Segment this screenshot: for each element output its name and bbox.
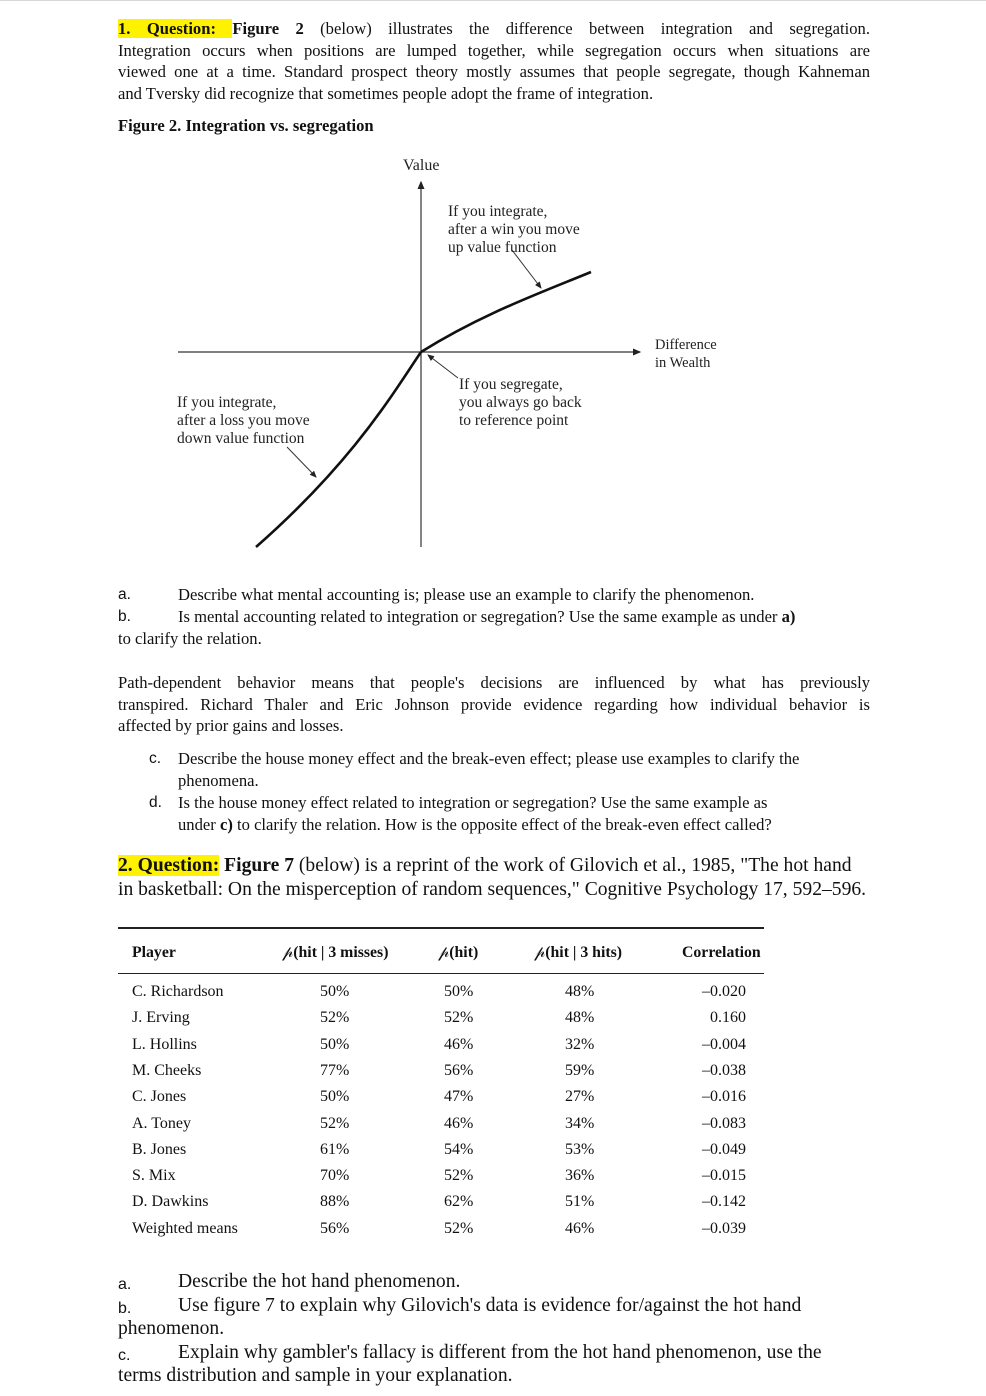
q2-item-a-text: Describe the hot hand phenomenon.: [178, 1271, 461, 1292]
table-cell-player: D. Dawkins: [132, 1193, 209, 1211]
y-axis-label: Value: [403, 157, 440, 174]
table-cell-value: 0.160: [710, 1009, 746, 1027]
table-cell-player: S. Mix: [132, 1167, 176, 1185]
table-header-hit: 𝓅(hit): [438, 944, 479, 961]
table-cell-value: 62%: [444, 1193, 474, 1211]
table-header-correlation: Correlation: [682, 944, 761, 961]
table-header-rule: [118, 973, 764, 974]
table-cell-player: B. Jones: [132, 1140, 187, 1158]
value-curve-gains: [421, 272, 591, 352]
q2-item-a-marker: a.: [118, 1276, 132, 1293]
q2-number-label: 2. Question:: [118, 855, 220, 876]
table-cell-value: –0.004: [702, 1035, 746, 1053]
table-cell-value: 50%: [320, 983, 350, 1000]
table-cell-player: L. Hollins: [132, 1035, 197, 1053]
annotation-integrate-win: If you integrate, after a win you move up value function: [448, 203, 580, 256]
path-line-2: transpired. Richard Thaler and Eric Johnson provide evidence regarding how individual behavior is: [118, 694, 870, 714]
table-cell-value: –0.049: [702, 1140, 746, 1158]
table-cell-value: –0.039: [702, 1219, 746, 1237]
q1-item-b-text: Is mental accounting related to integration or segregation? Use the same example as under a): [178, 607, 796, 626]
q1-intro-line4: and Tversky did recognize that sometimes people adopt the frame of integration.: [118, 83, 654, 103]
table-cell-player: C. Jones: [132, 1088, 187, 1106]
table-cell-value: 32%: [565, 1035, 595, 1053]
table-cell-value: 50%: [320, 1088, 350, 1106]
table-cell-value: 52%: [320, 1009, 350, 1027]
q2-intro: [118, 854, 870, 902]
table-cell-value: 61%: [320, 1140, 350, 1158]
q2-intro-line2: in basketball: On the misperception of random sequences," Cognitive Psychology 17, 592–596.: [118, 879, 867, 900]
table-cell-value: 48%: [565, 1009, 595, 1027]
table-cell-value: 59%: [565, 1061, 595, 1079]
table-cell-value: 46%: [444, 1114, 474, 1132]
table-cell-player: M. Cheeks: [132, 1061, 202, 1079]
table-cell-value: –0.142: [702, 1193, 746, 1211]
q1-item-a-text: Describe what mental accounting is; please use an example to clarify the phenomenon.: [178, 585, 755, 604]
table-cell-player: Weighted means: [132, 1219, 238, 1237]
q1-figure-ref: Figure 2: [232, 19, 304, 38]
table-header-hit-given-3-hits: 𝓅(hit | 3 hits): [534, 944, 623, 961]
table-cell-value: –0.083: [702, 1114, 746, 1132]
table-cell-player: J. Erving: [132, 1009, 190, 1027]
table-cell-value: 47%: [444, 1088, 474, 1106]
annotation-integrate-loss: If you integrate, after a loss you move down value function: [177, 394, 310, 447]
table-header-hit-given-3-misses: 𝓅(hit | 3 misses): [282, 944, 389, 961]
table-cell-value: 70%: [320, 1167, 350, 1185]
table-cell-value: 50%: [320, 1035, 350, 1053]
table-cell-value: 51%: [565, 1193, 595, 1211]
table-cell-value: 27%: [565, 1088, 595, 1106]
path-dependent-paragraph: [118, 672, 870, 737]
q1-item-b-continuation: to clarify the relation.: [118, 629, 262, 648]
table-cell-player: C. Richardson: [132, 983, 224, 1000]
q1-item-d-marker: d.: [149, 794, 162, 811]
value-curve-losses: [256, 352, 421, 547]
q1-intro: [118, 18, 870, 104]
table-cell-value: 46%: [565, 1219, 595, 1237]
q2-item-c-text: Explain why gambler's fallacy is different from the hot hand phenomenon, use the: [178, 1341, 822, 1363]
q2-intro-text-1: (below) is a reprint of the work of Gilovich et al., 1985, "The hot hand: [298, 855, 852, 876]
q1-item-b-marker: b.: [118, 608, 131, 625]
q2-item-b-text: Use figure 7 to explain why Gilovich's data is evidence for/against the hot hand: [178, 1294, 802, 1316]
q1-item-c-marker: c.: [149, 750, 162, 767]
q2-item-c-marker: c.: [118, 1346, 131, 1364]
table-cell-value: 54%: [444, 1140, 474, 1158]
table-cell-value: –0.015: [702, 1167, 746, 1185]
table-cell-value: –0.016: [702, 1088, 746, 1106]
pointer-segregate: [428, 355, 458, 378]
path-line-3: affected by prior gains and losses.: [118, 716, 344, 735]
table-cell-value: 46%: [444, 1035, 474, 1053]
q1-intro-text-1: (below) illustrates the difference between integration and segregation.: [320, 19, 870, 38]
figure2-title: Figure 2. Integration vs. segregation: [118, 116, 374, 135]
q1-item-d-text: Is the house money effect related to integration or segregation? Use the same example as under c) to clarify the relation. How is the opposite effect of the break-even effect called?: [178, 793, 772, 834]
annotation-segregate: If you segregate, you always go back to reference point: [459, 376, 582, 429]
q1-intro-line3: viewed one at a time. Standard prospect theory mostly assumes that people segregate, though Kahneman: [118, 62, 870, 81]
q2-item-b-continuation: phenomenon.: [118, 1318, 225, 1339]
table-cell-value: 77%: [320, 1061, 350, 1079]
table-cell-value: –0.020: [702, 983, 746, 1000]
table-cell-value: 52%: [444, 1009, 474, 1027]
table-cell-value: 88%: [320, 1193, 350, 1211]
table-cell-value: 56%: [320, 1219, 350, 1237]
table-cell-value: 34%: [565, 1114, 595, 1132]
q1-intro-line1: [118, 18, 870, 40]
q1-item-c-text: Describe the house money effect and the break-even effect; please use examples to clarify the phenomena.: [178, 749, 800, 790]
table-cell-value: 52%: [320, 1114, 350, 1132]
table-top-rule: [118, 927, 764, 929]
q1-number-label: 1. Question:: [118, 19, 216, 38]
table-cell-value: 52%: [444, 1219, 474, 1237]
table-cell-value: 56%: [444, 1061, 474, 1079]
path-line-1: Path-dependent behavior means that people's decisions are influenced by what has previously: [118, 673, 870, 692]
pointer-loss: [287, 447, 316, 477]
q2-figure-ref: Figure 7: [224, 855, 294, 876]
table-cell-value: 53%: [565, 1140, 595, 1158]
table-cell-value: 36%: [565, 1167, 595, 1185]
q1-item-a-marker: a.: [118, 586, 131, 603]
table-cell-value: 48%: [565, 983, 595, 1000]
x-axis-label: Difference in Wealth: [655, 337, 717, 371]
table-cell-value: 52%: [444, 1167, 474, 1185]
q2-item-c-continuation: terms distribution and sample in your explanation.: [118, 1365, 513, 1386]
q1-intro-line2: Integration occurs when positions are lumped together, while segregation occurs when situations are: [118, 40, 870, 60]
table-cell-value: –0.038: [702, 1061, 746, 1079]
q2-item-b-marker: b.: [118, 1299, 132, 1317]
table-header-player: Player: [132, 944, 176, 961]
table-cell-player: A. Toney: [132, 1114, 192, 1132]
table-cell-value: 50%: [444, 983, 474, 1000]
page-top-border: [0, 0, 986, 1]
